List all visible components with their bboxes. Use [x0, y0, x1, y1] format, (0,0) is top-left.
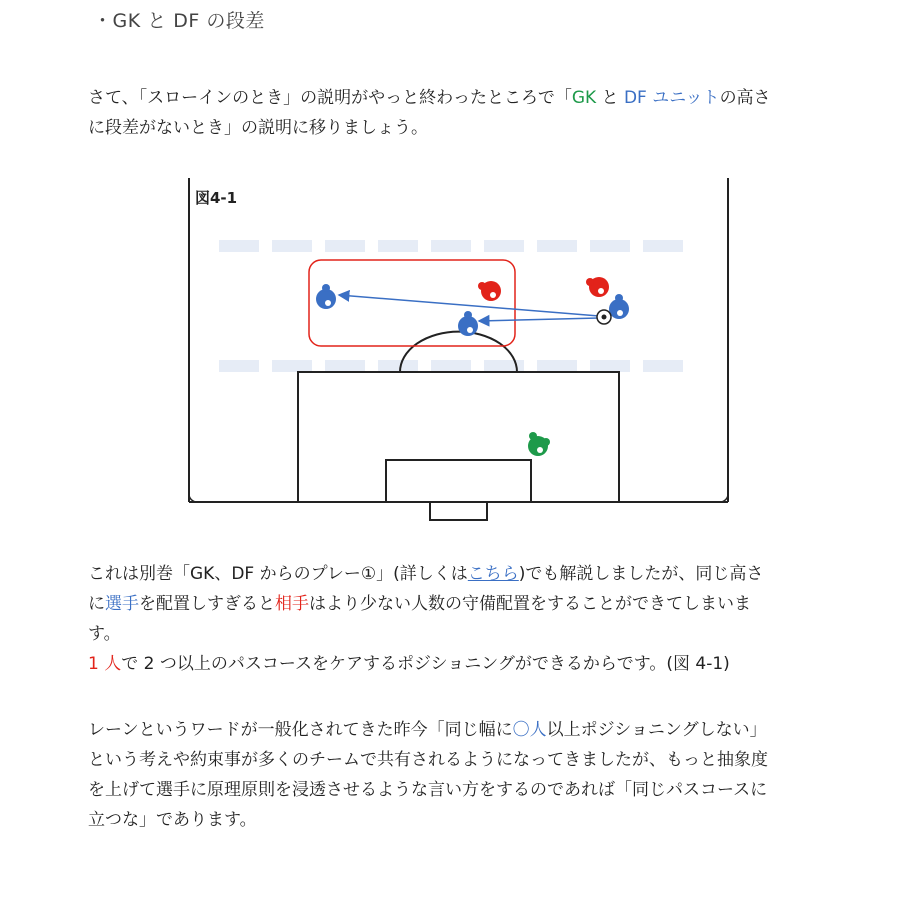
details-link[interactable]: こちら [467, 564, 519, 584]
opponent-player-outside [586, 277, 609, 297]
gk-term: GK [571, 88, 597, 108]
lane-marks-top [219, 240, 683, 252]
body1-line3: す。 [88, 624, 121, 644]
figure-label: 図4-1 [195, 189, 238, 207]
body-paragraph-2 [88, 715, 848, 835]
body2-line1-post: 以上ポジショニングしない」 [546, 720, 767, 740]
section-bullet: ・ [93, 10, 113, 32]
body1-line2-pre: に [88, 594, 105, 614]
ball-icon [597, 310, 611, 324]
tactical-diagram [187, 178, 732, 523]
body2-line1-pre: レーンというワードが一般化されてきた昨今「同じ幅に [88, 720, 513, 740]
pass-arrow-short [479, 318, 599, 321]
intro-text: さて、「スローインのとき」の説明がやっと終わったところで「 [88, 88, 572, 108]
lane-marks-bottom [219, 360, 683, 372]
intro-and: と [596, 88, 624, 108]
df-unit-term: DF ユニット [623, 88, 720, 108]
one-person-term: 1 人 [88, 654, 122, 674]
body1-line2-mid: を配置しすぎると [139, 594, 275, 614]
players-term: 選手 [105, 594, 139, 614]
team-player-ball-carrier [609, 294, 629, 319]
body2-line2: という考えや約束事が多くのチームで共有されるようになってきましたが、もっと抽象度 [88, 750, 768, 770]
section-title: GK と DF の段差 [112, 10, 265, 32]
opponent-player-inside [478, 281, 501, 301]
goal [430, 502, 487, 520]
circle-person-term: 〇人 [512, 720, 547, 740]
section-heading [93, 6, 265, 33]
body1-text: これは別巻「GK、DF からのプレー①」(詳しくは [88, 564, 468, 584]
goal-area [386, 460, 531, 502]
body2-line4: 立つな」であります。 [88, 810, 257, 830]
highlight-box [309, 260, 515, 346]
intro-text-2: の高さ [719, 88, 771, 108]
pitch-svg [187, 178, 732, 523]
body-paragraph-1 [88, 559, 848, 679]
body2-line3: を上げて選手に原理原則を浸透させるような言い方をするのであれば「同じパスコースに [88, 780, 768, 800]
team-player-center [458, 311, 478, 336]
body1-line4: で 2 つ以上のパスコースをケアするポジショニングができるからです。(図 4-1) [121, 654, 730, 674]
corner-arc-left [189, 494, 197, 502]
body1-text-2: )でも解説しましたが、同じ高さ [518, 564, 764, 584]
body1-line2-post: はより少ない人数の守備配置をすることができてしまいま [309, 594, 751, 614]
intro-paragraph [88, 83, 848, 143]
opponent-term: 相手 [275, 594, 309, 614]
intro-line-2: に段差がないとき」の説明に移りましょう。 [88, 118, 428, 138]
corner-arc-right [720, 494, 728, 502]
team-player-left [316, 284, 336, 309]
